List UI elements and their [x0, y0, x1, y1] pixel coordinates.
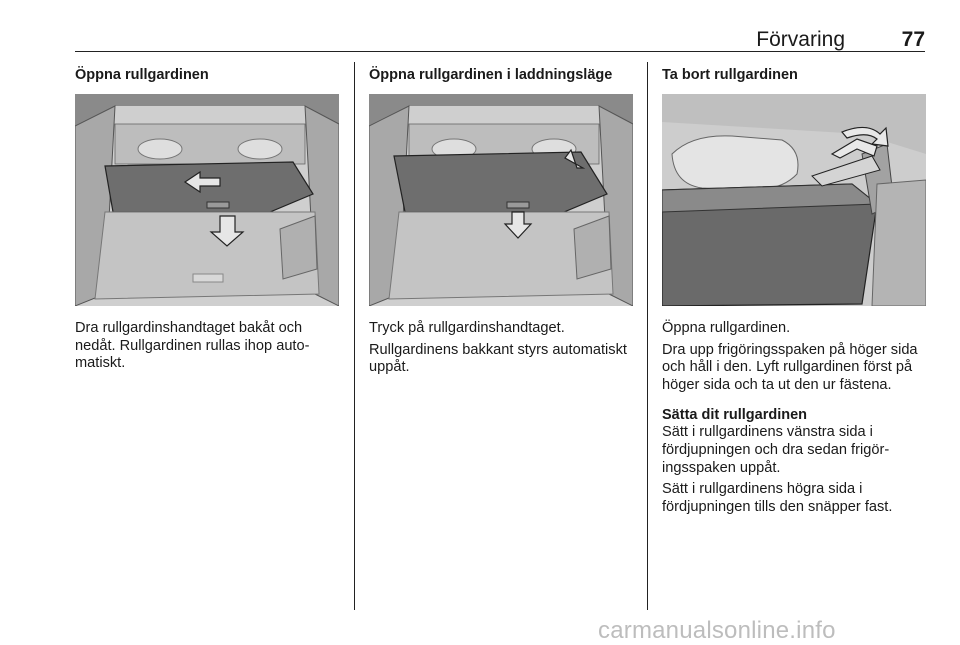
- body-text: Dra rullgardinshandtaget bakåt och nedåt. Rullgardinen rullas ihop automatiskt.: [75, 320, 310, 372]
- figure-loading-mode: [369, 94, 633, 306]
- page-number: 77: [901, 28, 925, 51]
- car-trunk-cover-illustration: [369, 94, 633, 306]
- figure-open-cover: [75, 94, 339, 306]
- body-text: Öppna rullgardinen.: [662, 320, 791, 336]
- body-text: Rullgardinens bakkant styrs automatiskt uppåt.: [369, 341, 627, 376]
- body-text: Tryck på rullgardinshandtaget.: [369, 320, 565, 336]
- figure-remove-cover: [662, 94, 926, 306]
- watermark: carmanualsonline.info: [598, 617, 836, 644]
- column-heading: Ta bort rullgardinen: [662, 67, 798, 83]
- column-heading: Öppna rullgardinen i laddningsläge: [369, 67, 613, 83]
- body-text: Dra upp frigöringsspaken på höger sida och håll i den. Lyft rullgardinen först på höger sida och ta ut den ur fästena.: [662, 341, 918, 393]
- subheading: Sätta dit rullgardinen: [662, 407, 808, 424]
- section-title: Förvaring: [756, 28, 845, 51]
- column-remove-cover: [662, 66, 926, 516]
- header-rule: [75, 51, 925, 52]
- body-text: Sätt i rullgardinens vänstra sida i fördjupningen och dra sedan frigöringsspaken uppåt.: [662, 424, 890, 476]
- column-divider: [647, 62, 648, 610]
- column-heading: Öppna rullgardinen: [75, 67, 209, 83]
- column-open-cover: [75, 66, 339, 373]
- cover-release-lever-illustration: [662, 94, 926, 306]
- car-trunk-cover-illustration: [75, 94, 339, 306]
- column-divider: [354, 62, 355, 610]
- body-text: Sätt i rullgardinens högra sida i fördjupningen tills den snäpper fast.: [662, 481, 893, 515]
- column-loading-mode: [369, 66, 633, 377]
